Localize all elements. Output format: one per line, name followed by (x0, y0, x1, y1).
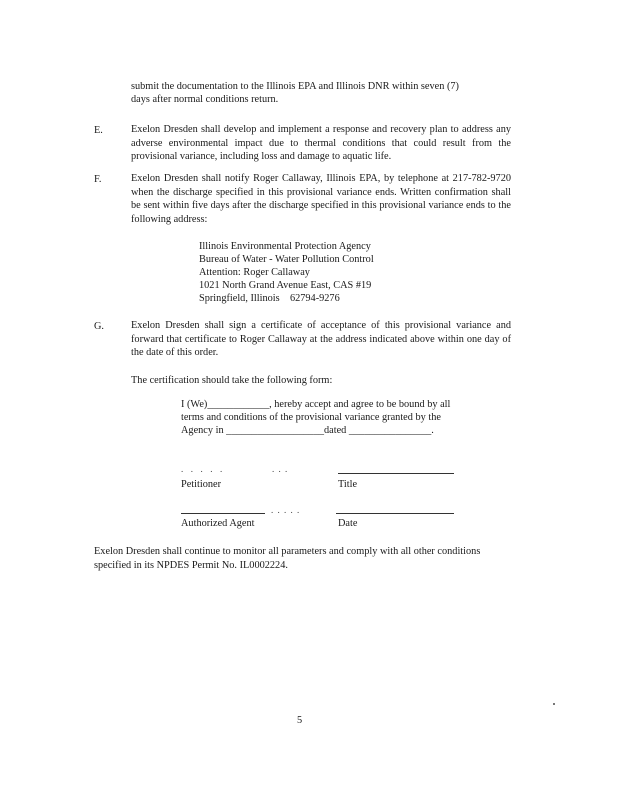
address-line: Attention: Roger Callaway (199, 267, 310, 278)
address-line: 1021 North Grand Avenue East, CAS #19 (199, 280, 372, 291)
authorized-agent-label: Authorized Agent (181, 518, 255, 529)
date-label: Date (338, 518, 358, 529)
address-line: Bureau of Water - Water Pollution Control (199, 254, 374, 265)
item-g-label: G. (94, 321, 105, 332)
continuation-line-2: days after normal conditions return. (131, 94, 279, 105)
title-label: Title (338, 479, 358, 490)
address-line: Springfield, Illinois 62794-9276 (199, 293, 340, 304)
signature-line-date (336, 513, 454, 514)
closing-paragraph: Exelon Dresden shall continue to monitor all parameters and comply with all other conditions specified in its NPDES Permit No. IL0002224. (94, 546, 481, 571)
scan-mark (553, 703, 555, 705)
item-e-text: Exelon Dresden shall develop and implement a response and recovery plan to address any adverse environmental impact due to thermal conditions that could result from the provisional variance, including loss and damage to aquatic life. (131, 124, 511, 162)
item-e-label: E. (94, 125, 103, 136)
item-g-text: Exelon Dresden shall sign a certificate of acceptance of this provisional variance and forward that certificate to Roger Callaway at the address indicated above within one day of the date of this order. (131, 320, 511, 358)
certificate-line-2: terms and conditions of the provisional variance granted by the (181, 412, 441, 423)
page-number: 5 (297, 715, 303, 726)
signature-line-petitioner: . . . . . . . . (181, 464, 289, 474)
item-f-label: F. (94, 174, 102, 185)
certification-intro: The certification should take the following form: (131, 375, 333, 386)
signature-line-agent (181, 513, 265, 514)
continuation-line-1: submit the documentation to the Illinois EPA and Illinois DNR within seven (7) (131, 81, 459, 92)
item-f-text: Exelon Dresden shall notify Roger Callaway, Illinois EPA, by telephone at 217-782-9720 when the discharge specified in this provisional variance ends. Written confirmation shall be sent within five days after the discharge specified in this provisional variance ends to the following address: (131, 173, 511, 225)
certificate-line-1: I (We)____________, hereby accept and agree to be bound by all (181, 399, 451, 410)
signature-line-agent-dots: . . . . . (271, 505, 301, 515)
certificate-line-3: Agency in ___________________dated ________________. (181, 425, 434, 436)
petitioner-label: Petitioner (181, 479, 222, 490)
address-line: Illinois Environmental Protection Agency (199, 241, 371, 252)
signature-line-title (338, 473, 454, 474)
